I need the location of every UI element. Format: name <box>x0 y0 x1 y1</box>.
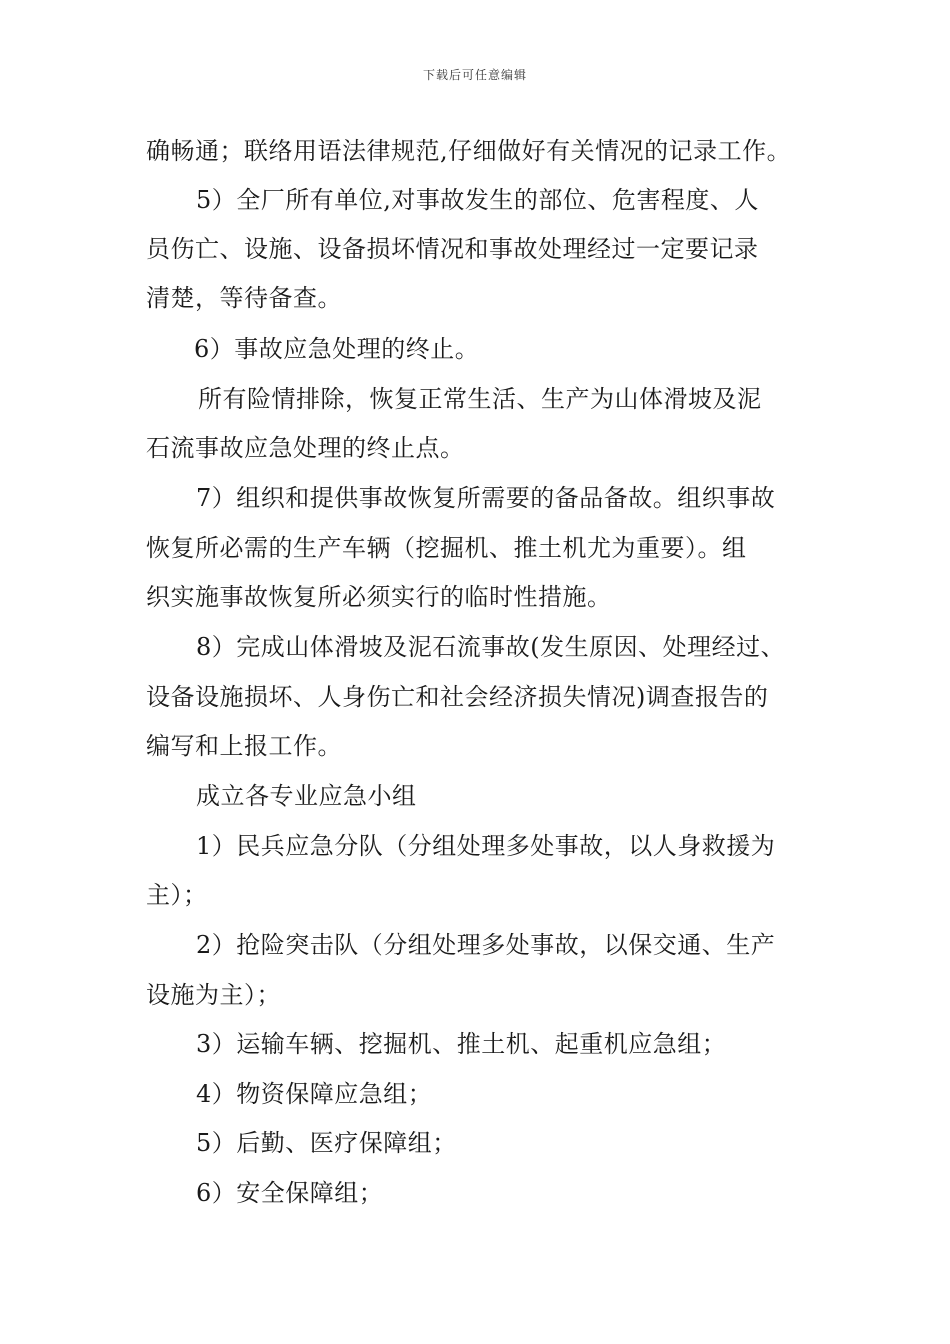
text-line: 员伤亡、设施、设备损坏情况和事故处理经过一定要记录 <box>146 235 759 263</box>
text-line: 设备设施损坏、人身伤亡和社会经济损失情况)调查报告的 <box>146 683 769 711</box>
text-line: 设施为主）； <box>146 981 281 1009</box>
text-line: 8）完成山体滑坡及泥石流事故(发生原因、处理经过、 <box>196 633 786 661</box>
text-line: 确畅通；联络用语法律规范,仔细做好有关情况的记录工作。 <box>146 137 792 165</box>
text-line: 石流事故应急处理的终止点。 <box>146 434 465 462</box>
text-line: 清楚，等待备查。 <box>146 284 342 312</box>
text-line: 4）物资保障应急组； <box>196 1080 433 1108</box>
section-heading: 成立各专业应急小组 <box>196 782 417 810</box>
text-line: 7）组织和提供事故恢复所需要的备品备故。组织事故 <box>196 484 776 512</box>
text-line: 所有险情排除，恢复正常生活、生产为山体滑坡及泥 <box>198 385 762 413</box>
page-header: 下载后可任意编辑 <box>422 68 527 82</box>
text-line: 恢复所必需的生产车辆（挖掘机、推土机尤为重要）。组 <box>146 534 747 562</box>
text-line: 5）全厂所有单位,对事故发生的部位、危害程度、人 <box>196 186 759 214</box>
text-line: 5）后勤、医疗保障组； <box>196 1129 457 1157</box>
text-line: 2）抢险突击队（分组处理多处事故，以保交通、生产 <box>196 931 776 959</box>
text-line: 1）民兵应急分队（分组处理多处事故，以人身救援为 <box>196 832 776 860</box>
text-line: 3）运输车辆、挖掘机、推土机、起重机应急组； <box>196 1030 727 1058</box>
text-line: 6）事故应急处理的终止。 <box>194 335 480 363</box>
text-line: 主）； <box>146 881 208 909</box>
text-line: 织实施事故恢复所必须实行的临时性措施。 <box>146 583 612 611</box>
text-line: 6）安全保障组； <box>196 1179 384 1207</box>
text-line: 编写和上报工作。 <box>146 732 342 760</box>
